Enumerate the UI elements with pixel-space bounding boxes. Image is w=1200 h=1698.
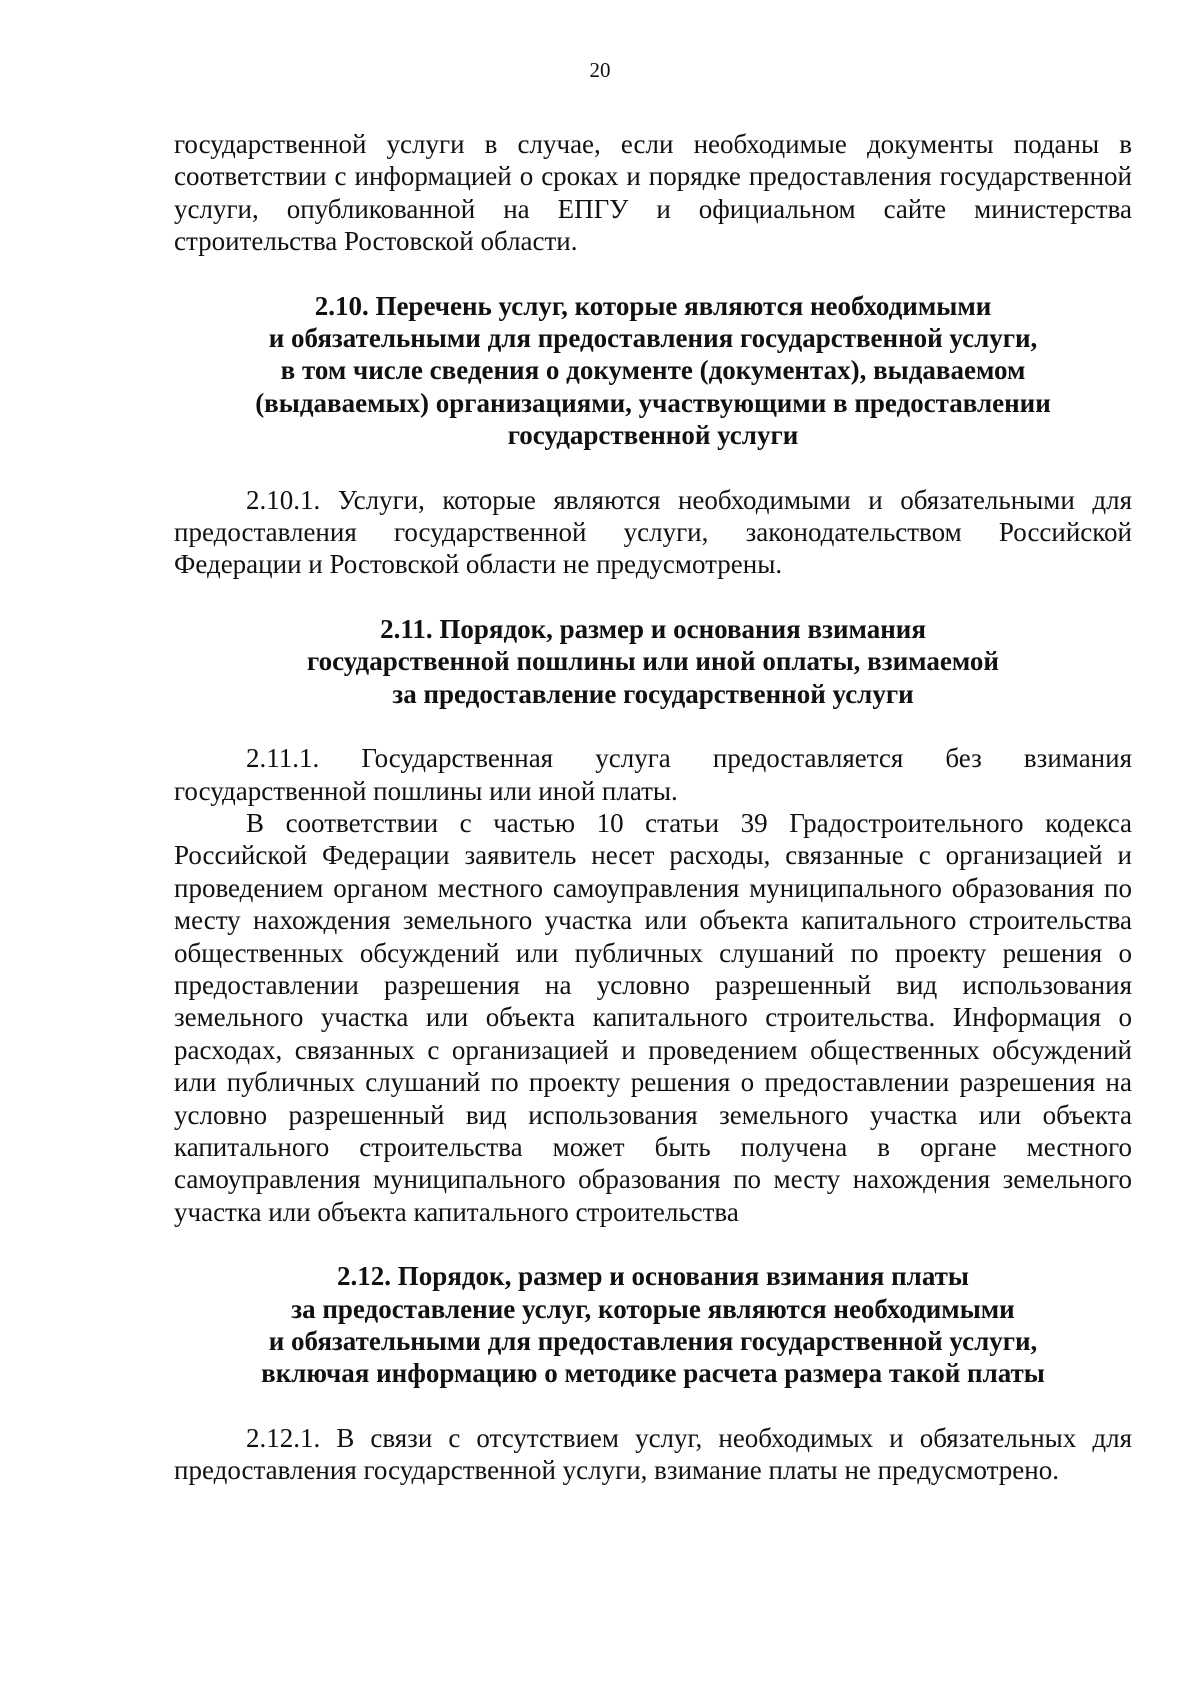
heading-line: за предоставление государственной услуги (392, 678, 914, 709)
section-2-12-heading (174, 1260, 1132, 1390)
section-2-11-heading (174, 613, 1132, 710)
document-body (174, 128, 1132, 1487)
heading-line: включая информацию о методике расчета размера такой платы (261, 1358, 1045, 1389)
heading-line: за предоставление услуг, которые являются необходимыми (291, 1293, 1015, 1324)
section-2-10-heading (174, 290, 1132, 452)
heading-line: государственной услуги (507, 420, 799, 451)
heading-line: в том числе сведения о документе (документах), выдаваемом (280, 355, 1026, 386)
paragraph-2-11-1: 2.11.1. Государственная услуга предоставляется без взимания государственной пошлины или иной платы. (174, 743, 1132, 806)
heading-line: и обязательными для предоставления государственной услуги, (268, 323, 1038, 354)
heading-line: 2.11. Порядок, размер и основания взимания (380, 613, 926, 644)
paragraph-2-11-2: В соответствии с частью 10 статьи 39 Градостроительного кодекса Российской Федерации заявитель несет расходы, связанные с организацией и проведением органом местного самоуправления муниципального образования по месту нахождения земельного участка или объекта капитального строительства общественных обсуждений или публичных слушаний по проекту решения о предоставлении разрешения на условно разрешенный вид использования земельного участка или объекта капитального строительства. Информация о расходах, связанных с организацией и проведением общественных обсуждений или публичных слушаний по проекту решения о предоставлении разрешения на условно разрешенный вид использования земельного участка или объекта капитального строительства может быть получена в органе местного самоуправления муниципального образования по месту нахождения земельного участка или объекта капитального строительства (174, 807, 1132, 1227)
intro-paragraph: государственной услуги в случае, если необходимые документы поданы в соответствии с информацией о сроках и порядке предоставления государственной услуги, опубликованной на ЕПГУ и официальном сайте министерства строительства Ростовской области. (174, 129, 1132, 257)
heading-line: 2.10. Перечень услуг, которые являются необходимыми (314, 290, 992, 321)
heading-line: 2.12. Порядок, размер и основания взимания платы (337, 1261, 969, 1292)
paragraph-2-10-1: 2.10.1. Услуги, которые являются необходимыми и обязательными для предоставления государственной услуги, законодательством Российской Федерации и Ростовской области не предусмотрены. (174, 484, 1132, 580)
heading-line: (выдаваемых) организациями, участвующими в предоставлении (255, 387, 1051, 418)
page-number: 20 (589, 58, 611, 82)
paragraph-2-12-1: 2.12.1. В связи с отсутствием услуг, необходимых и обязательных для предоставления государственной услуги, взимание платы не предусмотрено. (174, 1422, 1132, 1486)
heading-line: и обязательными для предоставления государственной услуги, (268, 1326, 1038, 1356)
heading-line: государственной пошлины или иной оплаты, взимаемой (307, 646, 999, 677)
